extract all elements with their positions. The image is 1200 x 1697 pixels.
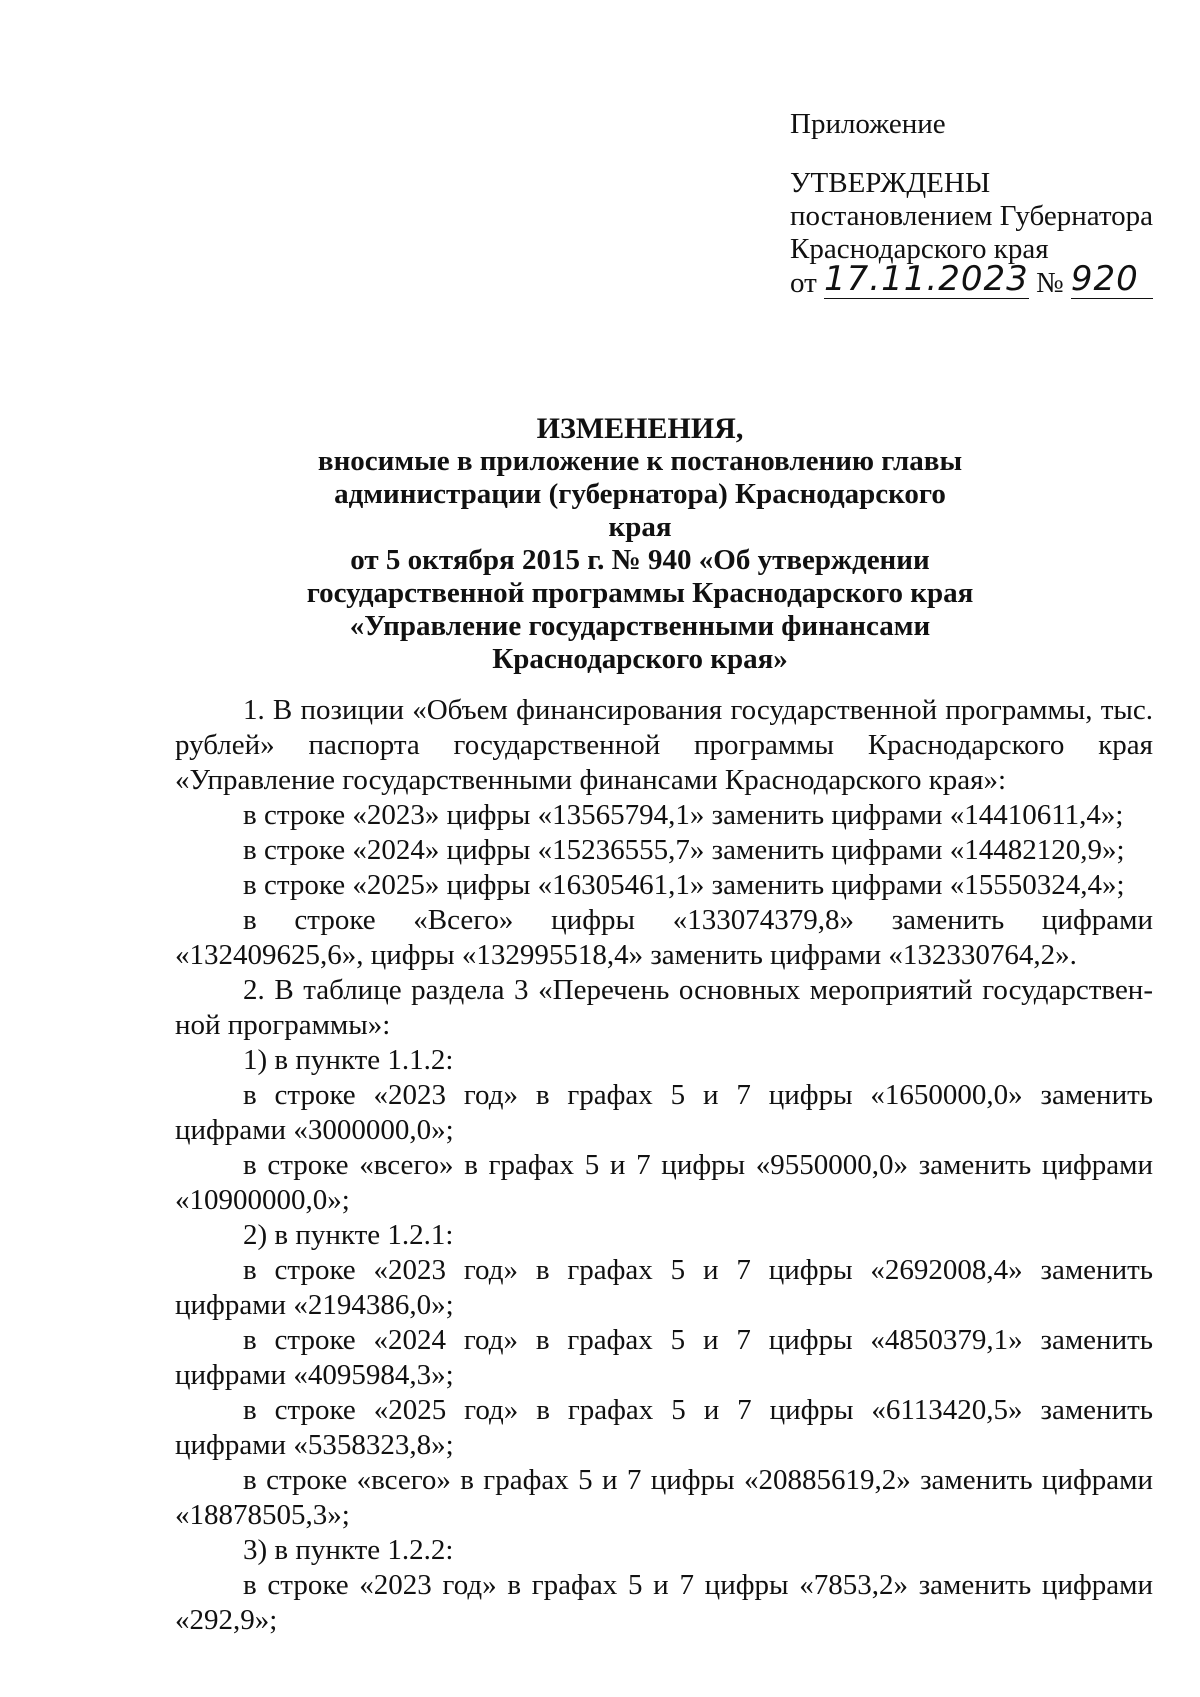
title-line: от 5 октября 2015 г. № 940 «Об утверждении (350, 544, 930, 576)
paragraph: в строке «2024» цифры «15236555,7» заменить цифрами «14482120,9»; (243, 834, 1125, 866)
paragraph: в строке «всего» в графах 5 и 7 цифры «9550000,0» заменить цифрами «10900000,0»; (175, 1149, 1153, 1216)
paragraph: 2) в пункте 1.2.1: (243, 1219, 454, 1251)
document-body (175, 693, 1153, 1638)
paragraph: в строке «2023» цифры «13565794,1» заменить цифрами «14410611,4»; (243, 799, 1124, 831)
paragraph: в строке «2023 год» в графах 5 и 7 цифры «2692008,4» заменить цифрами «2194386,0»; (175, 1254, 1153, 1321)
title-line: Краснодарского края» (492, 643, 788, 675)
approved-label: УТВЕРЖДЕНЫ (790, 167, 991, 199)
paragraph: в строке «2023 год» в графах 5 и 7 цифры «1650000,0» заменить цифрами «3000000,0»; (175, 1079, 1153, 1146)
title-line: «Управление государственными финансами (349, 610, 931, 642)
approval-block (790, 108, 1153, 300)
paragraph: в строке «всего» в графах 5 и 7 цифры «20885619,2» заменить цифрами «18878505,3»; (175, 1464, 1153, 1531)
title-line: вносимые в приложение к постановлению главы (317, 445, 963, 477)
title-line: администрации (губернатора) Краснодарского края (334, 478, 946, 543)
handwritten-number: 920 (1071, 266, 1153, 299)
paragraph: в строке «2025 год» в графах 5 и 7 цифры «6113420,5» заменить цифрами «5358323,8»; (175, 1394, 1153, 1461)
paragraph: 3) в пункте 1.2.2: (243, 1534, 454, 1566)
paragraph: 1) в пункте 1.1.2: (243, 1044, 454, 1076)
number-sign: № (1035, 267, 1064, 299)
appendix-label: Приложение (790, 108, 946, 140)
paragraph: 2. В таблице раздела 3 «Перечень основных мероприятий государствен-ной программы»: (175, 974, 1153, 1041)
document-title (300, 412, 980, 676)
title-line: государственной программы Краснодарского края (306, 577, 974, 609)
approval-line-1: постановлением Губернатора (790, 200, 1154, 232)
approval-line-2: Краснодарского края (790, 233, 1049, 265)
paragraph: в строке «Всего» цифры «133074379,8» заменить цифрами «132409625,6», цифры «132995518,4» заменить цифрами «132330764,2». (175, 904, 1153, 971)
handwritten-date: 17.11.2023 (824, 259, 1029, 299)
paragraph: 1. В позиции «Объем финансирования государственной программы, тыс. рублей» паспорта государственной программы Краснодарского края «Управление государственными финансами Краснодарского края»: (175, 694, 1153, 796)
paragraph: в строке «2025» цифры «16305461,1» заменить цифрами «15550324,4»; (243, 869, 1125, 901)
title-main: ИЗМЕНЕНИЯ, (536, 412, 744, 445)
paragraph: в строке «2024 год» в графах 5 и 7 цифры «4850379,1» заменить цифрами «4095984,3»; (175, 1324, 1153, 1391)
paragraph: в строке «2023 год» в графах 5 и 7 цифры «7853,2» заменить цифрами «292,9»; (175, 1569, 1153, 1636)
approval-date-line (790, 259, 1153, 300)
from-prefix: от (790, 267, 817, 299)
